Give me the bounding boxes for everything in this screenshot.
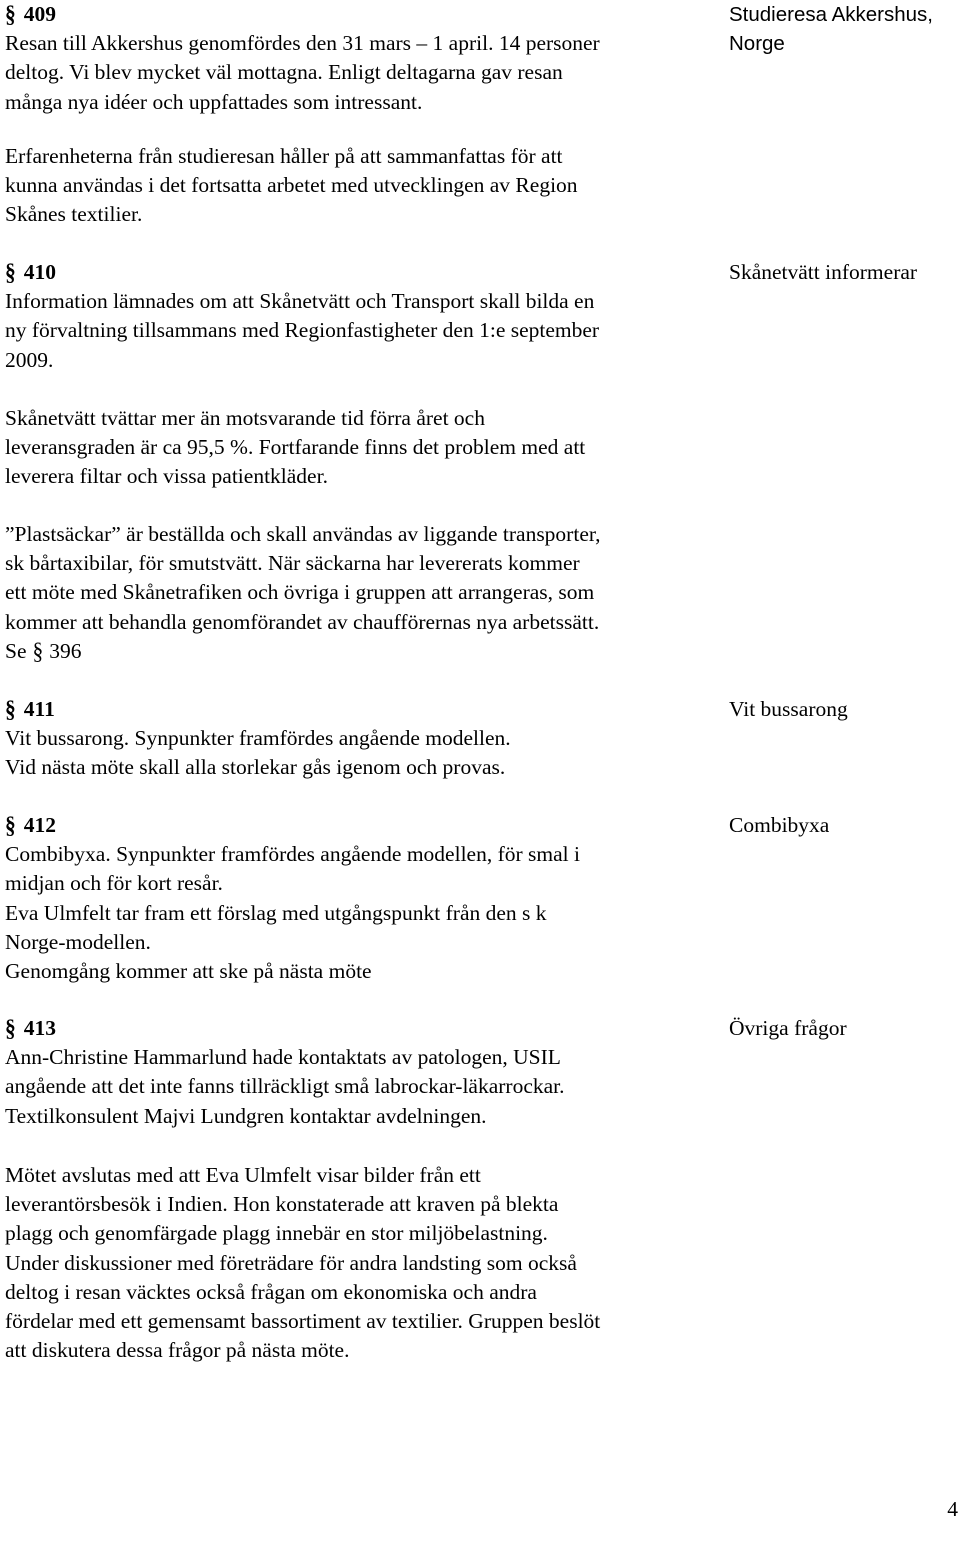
text-line: leverantörsbesök i Indien. Hon konstaterade att kraven på blekta — [5, 1192, 559, 1217]
text-line: Vid nästa möte skall alla storlekar gås igenom och provas. — [5, 755, 506, 780]
section-heading-410 — [5, 258, 717, 287]
section-409 — [5, 0, 717, 117]
text-line: 2009. — [5, 347, 54, 372]
section-413 — [5, 1014, 717, 1131]
section-number: 412 — [23, 813, 56, 837]
text-line: Erfarenheterna från studieresan håller på att sammanfattas för att — [5, 144, 563, 168]
section-412 — [5, 811, 717, 986]
text-line: plagg och genomfärgade plagg innebär en stor miljöbelastning. — [5, 1221, 548, 1246]
margin-note-line: Combibyxa — [729, 813, 830, 837]
margin-note-line: Övriga frågor — [729, 1016, 847, 1040]
section-number: 413 — [23, 1016, 56, 1040]
text-line: sk bårtaxibilar, för smutstvätt. När säckarna har levererats kommer — [5, 551, 580, 576]
text-line: Ann-Christine Hammarlund hade kontaktats av patologen, USIL — [5, 1045, 561, 1070]
paragraph — [5, 1161, 717, 1365]
section-heading-412 — [5, 811, 717, 840]
text-line: kommer att behandla genomförandet av chaufförernas nya arbetssätt. — [5, 609, 600, 634]
margin-note-413 — [729, 1014, 959, 1043]
section-sign-icon: § — [5, 695, 16, 723]
margin-note-line: Skånetvätt informerar — [729, 260, 918, 284]
section-sign-icon: § — [5, 0, 16, 28]
text-line: Skånes textilier. — [5, 202, 143, 227]
section-number: 409 — [23, 2, 56, 26]
text-line: att diskutera dessa frågor på nästa möte. — [5, 1338, 350, 1363]
text-line: Resan till Akkershus genomfördes den 31 mars – 1 april. 14 personer — [5, 31, 600, 56]
paragraph — [5, 404, 717, 492]
margin-note-412 — [729, 811, 959, 840]
section-heading-413 — [5, 1014, 717, 1043]
text-line: ett möte med Skånetrafiken och övriga i gruppen att arrangeras, som — [5, 580, 595, 605]
text-line: deltog. Vi blev mycket väl mottagna. Enligt deltagarna gav resan — [5, 60, 563, 85]
section-number: 410 — [23, 260, 56, 284]
text-line: fördelar med ett gemensamt bassortiment av textilier. Gruppen beslöt — [5, 1309, 601, 1334]
margin-note-410 — [729, 258, 959, 287]
margin-note-411 — [729, 695, 959, 724]
margin-note-line: Vit bussarong — [729, 697, 848, 721]
text-line: Genomgång kommer att ske på nästa möte — [5, 959, 372, 984]
see-reference — [5, 637, 717, 666]
text-line: Information lämnades om att Skånetvätt och Transport skall bilda en — [5, 289, 595, 314]
margin-note-line: Norge — [729, 32, 785, 56]
text-line: Textilkonsulent Majvi Lundgren kontaktar avdelningen. — [5, 1103, 487, 1128]
section-411 — [5, 695, 717, 783]
paragraph — [5, 142, 717, 230]
section-410 — [5, 258, 717, 375]
see-prefix: Se — [5, 638, 27, 663]
text-line: leveransgraden är ca 95,5 %. Fortfarande finns det problem med att — [5, 435, 586, 460]
section-sign-icon: § — [5, 258, 16, 286]
text-line: Norge-modellen. — [5, 929, 151, 954]
section-sign-icon: § — [32, 636, 44, 665]
text-line: midjan och för kort resår. — [5, 871, 223, 896]
margin-note-409 — [729, 0, 959, 58]
section-sign-icon: § — [5, 1014, 16, 1042]
text-line: Eva Ulmfelt tar fram ett förslag med utgångspunkt från den s k — [5, 900, 547, 925]
see-number: 396 — [49, 638, 82, 663]
text-line: Skånetvätt tvättar mer än motsvarande tid förra året och — [5, 406, 485, 430]
section-heading-411 — [5, 695, 717, 724]
section-heading-409 — [5, 0, 717, 29]
text-line: Mötet avslutas med att Eva Ulmfelt visar bilder från ett — [5, 1163, 481, 1187]
text-line: leverera filtar och vissa patientkläder. — [5, 464, 328, 489]
text-line: Combibyxa. Synpunkter framfördes angående modellen, för smal i — [5, 842, 580, 867]
paragraph — [5, 520, 717, 666]
text-line: många nya idéer och uppfattades som intressant. — [5, 89, 423, 114]
text-line: angående att det inte fanns tillräckligt små labrockar-läkarrockar. — [5, 1074, 565, 1099]
text-line: Under diskussioner med företrädare för andra landsting som också — [5, 1250, 577, 1275]
text-line: Vit bussarong. Synpunkter framfördes angående modellen. — [5, 726, 511, 751]
text-line: ny förvaltning tillsammans med Regionfastigheter den 1:e september — [5, 318, 600, 343]
text-line: deltog i resan väcktes också frågan om ekonomiska och andra — [5, 1279, 537, 1304]
section-number: 411 — [23, 697, 55, 721]
page-number: 4 — [947, 1497, 958, 1521]
text-line: kunna användas i det fortsatta arbetet med utvecklingen av Region — [5, 173, 578, 198]
margin-note-line: Studieresa Akkershus, — [729, 3, 933, 26]
section-sign-icon: § — [5, 811, 16, 839]
text-line: ”Plastsäckar” är beställda och skall användas av liggande transporter, — [5, 522, 601, 546]
